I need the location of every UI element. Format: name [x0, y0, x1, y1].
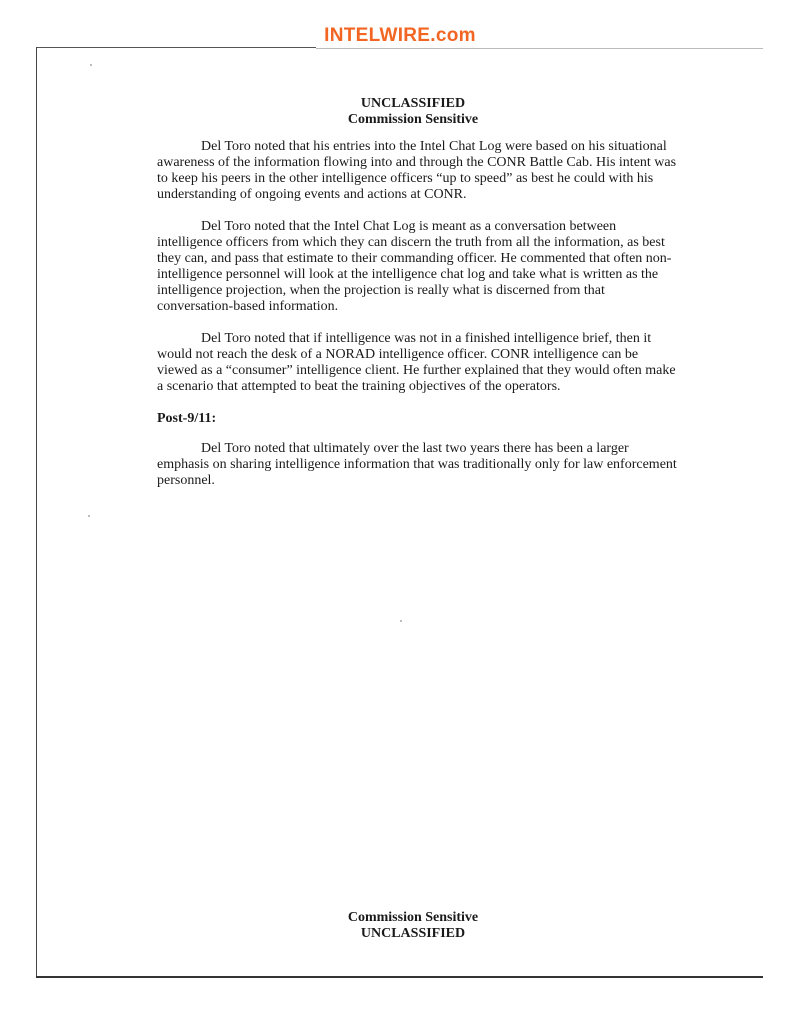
- header-sensitivity: Commission Sensitive: [347, 112, 479, 127]
- page-border-top: [36, 47, 316, 48]
- page-border-left: [36, 47, 37, 977]
- paragraph-post-911: Del Toro noted that ultimately over the last two years there has been a larger emphasis on sharing intelligence information that was traditionally only for law enforcement personnel.: [157, 441, 677, 488]
- header-classification: UNCLASSIFIED: [360, 96, 466, 111]
- paragraph-intelligence-brief: Del Toro noted that if intelligence was not in a finished intelligence brief, then it would not reach the desk of a NORAD intelligence officer. CONR intelligence can be viewed as a “consumer” intelligence client. He further explained that they would often make a scenario that attempted to beat the training objectives of the operators.: [157, 331, 676, 394]
- page-footer: [0, 910, 800, 942]
- scan-speck: [400, 620, 402, 622]
- scan-speck: [90, 64, 92, 66]
- document-body: [157, 139, 677, 505]
- footer-classification: UNCLASSIFIED: [360, 926, 466, 941]
- footer-sensitivity: Commission Sensitive: [347, 910, 479, 925]
- page-header: [0, 96, 800, 128]
- section-heading-post-911: Post-9/11:: [157, 411, 217, 426]
- scan-speck: [88, 515, 90, 517]
- page-border-bottom: [36, 976, 763, 978]
- page-border-top-faint: [316, 48, 763, 49]
- intelwire-watermark: INTELWIRE.com: [324, 25, 476, 46]
- paragraph-chat-log-purpose: Del Toro noted that the Intel Chat Log is meant as a conversation between intelligence officers from which they can discern the truth from all the information, as best they can, and pass that estimate to their commanding officer. He commented that often non-intelligence personnel will look at the intelligence chat log and take what is written as the intelligence projection, when the projection is really what is discerned from that conversation-based information.: [157, 219, 672, 314]
- paragraph-chat-log-entries: Del Toro noted that his entries into the Intel Chat Log were based on his situational awareness of the information flowing into and through the CONR Battle Cab. His intent was to keep his peers in the other intelligence officers “up to speed” as best he could with his understanding of ongoing events and actions at CONR.: [157, 139, 677, 202]
